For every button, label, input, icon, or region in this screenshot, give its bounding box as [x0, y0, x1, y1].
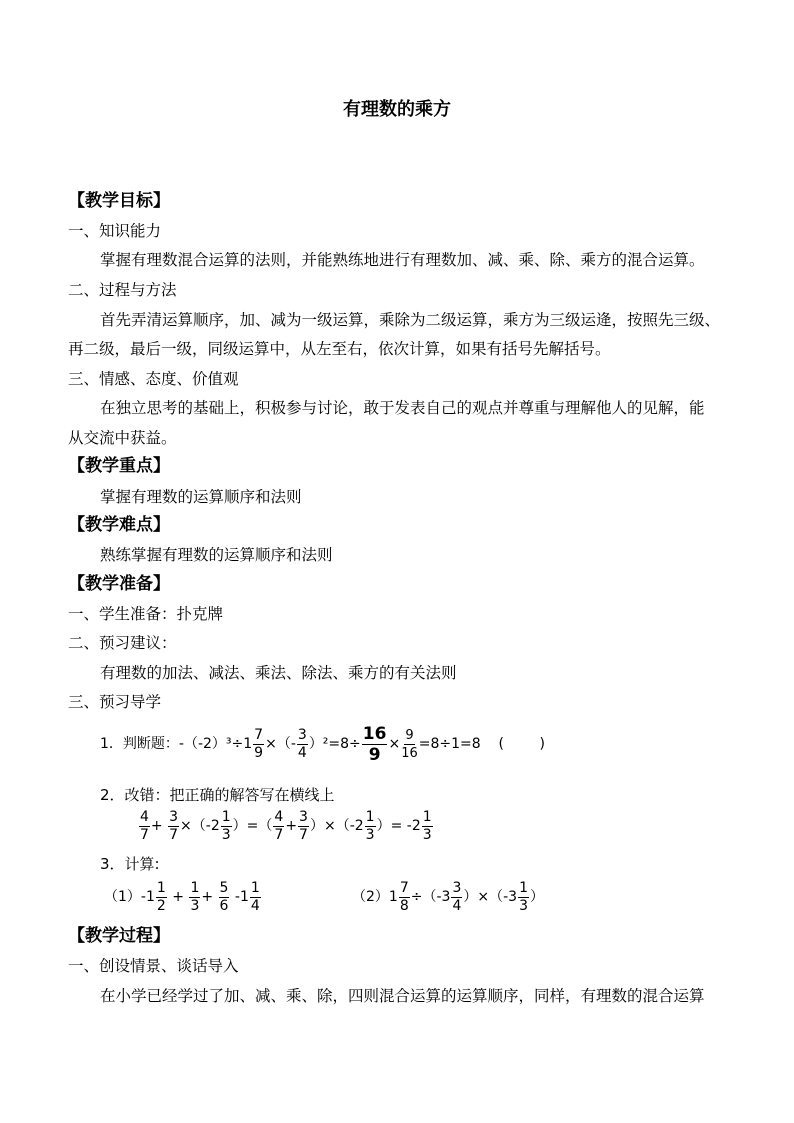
fraction: [253, 727, 264, 762]
denominator: 4: [452, 897, 462, 914]
paragraph-process-line1: 首先弄清运算顺序，加、减为一级运算，乘除为二级运算，乘方为三级运逄，按照先三级、: [100, 311, 721, 329]
item-process: 二、过程与方法: [68, 281, 177, 299]
paragraph-difficulties: 熟练掌握有理数的运算顺序和法则: [100, 546, 333, 564]
denominator: 7: [140, 826, 149, 843]
paragraph-knowledge: 掌握有理数混合运算的法则，并能熟练地进行有理数加、减、乘、除、乘方的混合运算。: [100, 251, 705, 269]
denominator: 3: [422, 826, 432, 843]
denominator: 4: [250, 897, 260, 914]
page-title: 有理数的乘方: [343, 99, 451, 120]
q1-text-e: =8÷1=8 ( ): [418, 736, 545, 752]
q3-text-h: ）×（-3: [463, 889, 518, 905]
item-student-prep: 一、学生准备：扑克牌: [68, 605, 224, 623]
denominator: 6: [219, 897, 229, 914]
q2-text-d: +: [285, 818, 298, 834]
q3-text-b: +: [167, 889, 189, 905]
q2-text-b: ×（-2: [180, 818, 220, 834]
fraction: [273, 809, 284, 844]
numerator: 5: [219, 879, 229, 896]
fraction: [365, 809, 376, 844]
numerator: 7: [399, 879, 409, 896]
q2-text-c: ）=（: [232, 818, 273, 834]
q3-text-c: +: [201, 889, 218, 905]
paragraph-attitude-line2: 从交流中获益。: [68, 429, 177, 447]
fraction: [401, 727, 418, 762]
denominator: 3: [519, 897, 528, 914]
numerator: 3: [169, 808, 179, 825]
question-2-equation: [138, 806, 434, 846]
denominator: 3: [365, 826, 375, 843]
fraction: [422, 809, 433, 844]
numerator: 1: [519, 879, 528, 896]
paragraph-process-line2: 再二级，最后一级，同级运算中，从左至右，依次计算，如果有括号先解括号。: [68, 340, 611, 358]
fraction: [518, 880, 529, 915]
denominator: 7: [274, 826, 284, 843]
fraction: [221, 809, 232, 844]
numerator: 7: [254, 726, 264, 743]
denominator: 9: [368, 744, 381, 765]
fraction: [250, 880, 261, 915]
numerator: 3: [297, 726, 307, 743]
section-heading-process: 【教学过程】: [68, 926, 170, 946]
denominator: 3: [190, 897, 200, 914]
q3-text-d: -1: [230, 889, 249, 905]
numerator: 1: [365, 808, 375, 825]
numerator: 1: [190, 879, 200, 896]
q1-text-c: ）²=8÷: [308, 736, 361, 752]
q1-text-d: ×: [388, 736, 401, 752]
numerator: 3: [452, 879, 462, 896]
paragraph-scenario: 在小学已经学过了加、减、乘、除，四则混合运算的运算顺序，同样，有理数的混合运算: [100, 987, 705, 1005]
fraction: [297, 727, 308, 762]
numerator: 1: [422, 808, 432, 825]
q3-text-e: （2）1: [352, 889, 398, 905]
question-2-label: 2．改错：把正确的解答写在横线上: [100, 786, 335, 804]
numerator: 16: [362, 723, 387, 744]
q2-text-e: ）×（-2: [309, 818, 364, 834]
item-scenario: 一、创设情景、谈话导入: [68, 957, 239, 975]
denominator: 3: [221, 826, 231, 843]
section-heading-preparation: 【教学准备】: [68, 574, 170, 594]
fraction: [189, 880, 200, 915]
section-heading-difficulties: 【教学难点】: [68, 515, 170, 535]
fraction: [451, 880, 462, 915]
q3-text-i: ）: [530, 889, 544, 905]
item-preview-suggestion: 二、预习建议：: [68, 634, 177, 652]
section-heading-keypoints: 【教学重点】: [68, 456, 170, 476]
numerator: 3: [299, 808, 308, 825]
denominator: 7: [169, 826, 179, 843]
q3-text-a: （1）-1: [104, 889, 155, 905]
numerator: 9: [405, 727, 414, 743]
fraction: [219, 880, 230, 915]
numerator: 1: [221, 808, 231, 825]
denominator: 4: [297, 744, 307, 761]
numerator: 4: [140, 808, 149, 825]
denominator: 9: [254, 744, 264, 761]
fraction: [298, 809, 309, 844]
fraction: [399, 880, 410, 915]
q1-text-a: 1．判断题：-（-2）³÷1: [100, 736, 253, 752]
fraction: [156, 880, 167, 915]
fraction: [139, 809, 150, 844]
paragraph-keypoints: 掌握有理数的运算顺序和法则: [100, 488, 302, 506]
question-3-label: 3．计算:: [100, 855, 160, 873]
question-3-part-2: [352, 877, 544, 917]
question-1-line: [100, 724, 545, 764]
question-3-part-1: [104, 877, 262, 917]
item-attitude: 三、情感、态度、价值观: [68, 370, 239, 388]
numerator: 1: [156, 879, 166, 896]
section-heading-objectives: 【教学目标】: [68, 191, 170, 211]
q2-text-a: +: [150, 818, 168, 834]
denominator: 16: [401, 745, 418, 761]
item-knowledge: 一、知识能力: [68, 222, 162, 240]
denominator: 2: [156, 897, 166, 914]
denominator: 8: [399, 897, 409, 914]
numerator: 4: [274, 808, 284, 825]
item-preview-guide: 三、预习导学: [68, 693, 162, 711]
paragraph-preview-suggestion: 有理数的加法、减法、乘法、除法、乘方的有关法则: [100, 664, 457, 682]
q1-text-b: ×（-: [265, 736, 296, 752]
denominator: 7: [299, 826, 308, 843]
fraction: [168, 809, 179, 844]
paragraph-attitude-line1: 在独立思考的基础上，积极参与讨论，敢于发表自己的观点并尊重与理解他人的见解，能: [100, 399, 705, 417]
q2-text-g: ）= -2: [376, 818, 421, 834]
q3-text-g: ÷（-3: [410, 889, 451, 905]
fraction: [362, 724, 388, 765]
numerator: 1: [250, 879, 260, 896]
